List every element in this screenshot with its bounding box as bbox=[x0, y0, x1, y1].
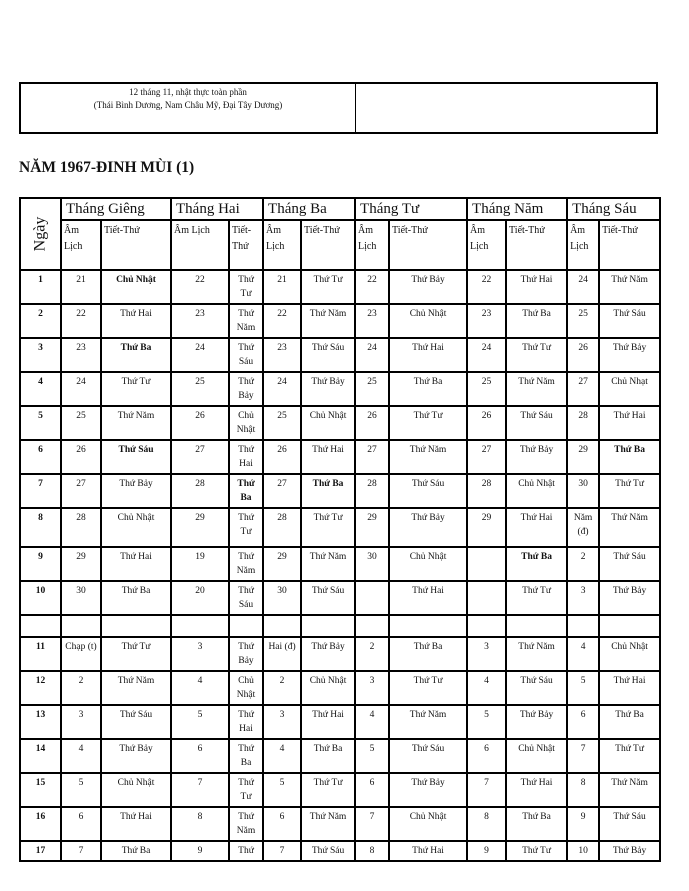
am-lich-cell: 8 bbox=[171, 807, 229, 841]
tiet-thu-cell: Thứ Sáu bbox=[301, 581, 355, 615]
month-header: Tháng Giêng bbox=[61, 198, 171, 220]
tiet-thu-cell: Thứ Bảy bbox=[301, 637, 355, 671]
tiet-thu-cell: Thứ Ba bbox=[101, 581, 171, 615]
am-lich-cell: 29 bbox=[263, 547, 301, 581]
am-lich-header: Âm Lịch bbox=[61, 220, 101, 270]
tiet-thu-cell: Thứ Ba bbox=[229, 474, 263, 508]
am-lich-cell: 8 bbox=[567, 773, 599, 807]
am-lich-cell: 30 bbox=[567, 474, 599, 508]
am-lich-cell: Hai (đ) bbox=[263, 637, 301, 671]
table-row bbox=[20, 841, 660, 861]
am-lich-cell: 23 bbox=[467, 304, 506, 338]
am-lich-cell: 7 bbox=[355, 807, 389, 841]
tiet-thu-cell: Chủ Nhật bbox=[389, 304, 467, 338]
am-lich-cell: 5 bbox=[171, 705, 229, 739]
tiet-thu-cell: Thứ bbox=[229, 841, 263, 861]
tiet-thu-cell: Thứ Hai bbox=[101, 547, 171, 581]
tiet-thu-cell: Thứ Bảy bbox=[599, 581, 660, 615]
tiet-thu-cell: Thứ Tư bbox=[506, 841, 567, 861]
am-lich-cell: 6 bbox=[467, 739, 506, 773]
am-lich-cell: 6 bbox=[355, 773, 389, 807]
day-cell: 1 bbox=[20, 270, 61, 304]
tiet-thu-cell: Thứ Bảy bbox=[101, 739, 171, 773]
tiet-thu-cell: Thứ Sáu bbox=[599, 547, 660, 581]
tiet-thu-cell: Thứ Tư bbox=[101, 637, 171, 671]
tiet-thu-cell: Thứ Tư bbox=[229, 270, 263, 304]
table-row bbox=[20, 739, 660, 773]
table-row bbox=[20, 773, 660, 807]
tiet-thu-cell: Chủ Nhật bbox=[389, 547, 467, 581]
tiet-thu-cell: Thứ Sáu bbox=[101, 440, 171, 474]
am-lich-cell: 3 bbox=[171, 637, 229, 671]
am-lich-cell: 7 bbox=[171, 773, 229, 807]
tiet-thu-cell: Chủ Nhật bbox=[599, 637, 660, 671]
sub-header-row bbox=[20, 220, 660, 270]
am-lich-cell: 25 bbox=[61, 406, 101, 440]
tiet-thu-cell: Thứ Hai bbox=[229, 440, 263, 474]
tiet-thu-cell bbox=[506, 615, 567, 637]
am-lich-cell: 2 bbox=[355, 637, 389, 671]
tiet-thu-header: Tiết-Thứ bbox=[301, 220, 355, 270]
month-header: Tháng Năm bbox=[467, 198, 567, 220]
tiet-thu-cell: Thứ Hai bbox=[301, 440, 355, 474]
tiet-thu-cell: Thứ Bảy bbox=[389, 773, 467, 807]
am-lich-cell: 22 bbox=[467, 270, 506, 304]
month-header: Tháng Tư bbox=[355, 198, 467, 220]
tiet-thu-cell: Thứ Bảy bbox=[229, 372, 263, 406]
day-cell: 11 bbox=[20, 637, 61, 671]
am-lich-cell bbox=[171, 615, 229, 637]
tiet-thu-cell: Thứ Tư bbox=[301, 773, 355, 807]
tiet-thu-cell: Thứ Năm bbox=[229, 547, 263, 581]
table-row bbox=[20, 705, 660, 739]
am-lich-cell: 19 bbox=[171, 547, 229, 581]
month-header-row bbox=[20, 198, 660, 220]
am-lich-cell bbox=[355, 615, 389, 637]
tiet-thu-cell: Thứ Ba bbox=[101, 841, 171, 861]
am-lich-cell: 4 bbox=[61, 739, 101, 773]
am-lich-header: Âm Lịch bbox=[467, 220, 506, 270]
am-lich-header: Âm Lịch bbox=[567, 220, 599, 270]
table-row bbox=[20, 581, 660, 615]
tiet-thu-cell: Thứ Hai bbox=[389, 841, 467, 861]
am-lich-cell: 28 bbox=[467, 474, 506, 508]
am-lich-cell: 9 bbox=[171, 841, 229, 861]
am-lich-cell: 30 bbox=[263, 581, 301, 615]
am-lich-cell: 6 bbox=[171, 739, 229, 773]
tiet-thu-cell: Thứ Ba bbox=[506, 807, 567, 841]
day-cell: 9 bbox=[20, 547, 61, 581]
tiet-thu-cell: Thứ Tư bbox=[301, 508, 355, 547]
am-lich-cell: 2 bbox=[61, 671, 101, 705]
am-lich-cell: 29 bbox=[467, 508, 506, 547]
tiet-thu-cell: Thứ Hai bbox=[229, 705, 263, 739]
am-lich-cell: Chạp (t) bbox=[61, 637, 101, 671]
tiet-thu-cell: Thứ Ba bbox=[506, 547, 567, 581]
am-lich-cell: 22 bbox=[171, 270, 229, 304]
am-lich-cell: 10 bbox=[567, 841, 599, 861]
am-lich-cell: 22 bbox=[355, 270, 389, 304]
am-lich-cell: 25 bbox=[467, 372, 506, 406]
am-lich-cell: 6 bbox=[61, 807, 101, 841]
tiet-thu-cell: Thứ Tư bbox=[506, 338, 567, 372]
am-lich-cell: 30 bbox=[355, 547, 389, 581]
table-row bbox=[20, 671, 660, 705]
tiet-thu-cell: Thứ Ba bbox=[506, 304, 567, 338]
am-lich-cell: 23 bbox=[61, 338, 101, 372]
am-lich-cell: 27 bbox=[263, 474, 301, 508]
tiet-thu-cell: Thứ Hai bbox=[506, 773, 567, 807]
tiet-thu-cell: Thứ Ba bbox=[599, 440, 660, 474]
am-lich-cell: 23 bbox=[355, 304, 389, 338]
am-lich-cell: 24 bbox=[567, 270, 599, 304]
table-row bbox=[20, 508, 660, 547]
am-lich-cell: 2 bbox=[263, 671, 301, 705]
tiet-thu-cell: Thứ Sáu bbox=[101, 705, 171, 739]
am-lich-cell: 9 bbox=[567, 807, 599, 841]
month-header: Tháng Ba bbox=[263, 198, 355, 220]
am-lich-cell: 25 bbox=[567, 304, 599, 338]
day-cell: 12 bbox=[20, 671, 61, 705]
am-lich-cell: 3 bbox=[467, 637, 506, 671]
am-lich-cell: 23 bbox=[171, 304, 229, 338]
am-lich-cell: 26 bbox=[263, 440, 301, 474]
am-lich-cell bbox=[61, 615, 101, 637]
am-lich-cell: 3 bbox=[567, 581, 599, 615]
am-lich-cell: 29 bbox=[61, 547, 101, 581]
tiet-thu-cell: Thứ Ba bbox=[229, 739, 263, 773]
tiet-thu-cell: Thứ Hai bbox=[389, 581, 467, 615]
note-line-1: 12 tháng 11, nhật thực toàn phần bbox=[129, 87, 247, 97]
table-row bbox=[20, 270, 660, 304]
am-lich-cell: 5 bbox=[355, 739, 389, 773]
am-lich-cell: 3 bbox=[355, 671, 389, 705]
tiet-thu-cell: Thứ Năm bbox=[101, 406, 171, 440]
am-lich-cell: 24 bbox=[171, 338, 229, 372]
am-lich-cell: 25 bbox=[355, 372, 389, 406]
am-lich-cell: 9 bbox=[467, 841, 506, 861]
am-lich-cell: 4 bbox=[171, 671, 229, 705]
day-cell: 2 bbox=[20, 304, 61, 338]
tiet-thu-cell: Thứ Bảy bbox=[599, 841, 660, 861]
note-box bbox=[19, 82, 658, 134]
am-lich-cell: 20 bbox=[171, 581, 229, 615]
am-lich-cell: 27 bbox=[355, 440, 389, 474]
tiet-thu-cell: Thứ Năm bbox=[506, 637, 567, 671]
tiet-thu-cell: Thứ Năm bbox=[229, 807, 263, 841]
tiet-thu-cell: Thứ Năm bbox=[229, 304, 263, 338]
day-cell: 13 bbox=[20, 705, 61, 739]
day-cell: 4 bbox=[20, 372, 61, 406]
tiet-thu-cell: Thứ Bảy bbox=[389, 270, 467, 304]
tiet-thu-cell: Thứ Sáu bbox=[389, 474, 467, 508]
tiet-thu-header: Tiết-Thứ bbox=[229, 220, 263, 270]
month-header: Tháng Sáu bbox=[567, 198, 660, 220]
table-row bbox=[20, 615, 660, 637]
tiet-thu-cell: Chủ Nhật bbox=[229, 671, 263, 705]
table-row bbox=[20, 474, 660, 508]
am-lich-cell: 27 bbox=[467, 440, 506, 474]
tiet-thu-cell: Thứ Ba bbox=[389, 637, 467, 671]
am-lich-cell: 29 bbox=[355, 508, 389, 547]
am-lich-cell: 26 bbox=[61, 440, 101, 474]
am-lich-cell: 26 bbox=[171, 406, 229, 440]
tiet-thu-cell: Thứ Bảy bbox=[101, 474, 171, 508]
tiet-thu-cell: Chủ Nhật bbox=[506, 474, 567, 508]
note-cell bbox=[21, 84, 356, 132]
table-row bbox=[20, 807, 660, 841]
am-lich-cell: 3 bbox=[263, 705, 301, 739]
tiet-thu-cell: Thứ Tư bbox=[599, 739, 660, 773]
tiet-thu-cell: Thứ Hai bbox=[506, 270, 567, 304]
tiet-thu-cell: Thứ Sáu bbox=[599, 304, 660, 338]
tiet-thu-cell: Thứ Tư bbox=[506, 581, 567, 615]
am-lich-cell: 26 bbox=[567, 338, 599, 372]
tiet-thu-cell: Thứ Hai bbox=[599, 406, 660, 440]
month-header: Tháng Hai bbox=[171, 198, 263, 220]
ngay-label: Ngày bbox=[31, 216, 49, 252]
tiet-thu-header: Tiết-Thứ bbox=[389, 220, 467, 270]
table-row bbox=[20, 338, 660, 372]
day-cell: 5 bbox=[20, 406, 61, 440]
tiet-thu-cell: Thứ Năm bbox=[301, 807, 355, 841]
tiet-thu-cell: Thứ Ba bbox=[101, 338, 171, 372]
am-lich-cell: 29 bbox=[567, 440, 599, 474]
tiet-thu-cell: Thứ Năm bbox=[599, 773, 660, 807]
am-lich-cell: 8 bbox=[355, 841, 389, 861]
tiet-thu-cell: Thứ Năm bbox=[101, 671, 171, 705]
day-cell bbox=[20, 615, 61, 637]
day-cell: 7 bbox=[20, 474, 61, 508]
table-row bbox=[20, 406, 660, 440]
tiet-thu-cell: Thứ Hai bbox=[506, 508, 567, 547]
am-lich-cell: 6 bbox=[263, 807, 301, 841]
tiet-thu-cell: Thứ Năm bbox=[506, 372, 567, 406]
tiet-thu-cell: Thứ Năm bbox=[301, 547, 355, 581]
am-lich-cell: 5 bbox=[467, 705, 506, 739]
am-lich-cell bbox=[467, 581, 506, 615]
tiet-thu-cell: Thứ Tư bbox=[389, 671, 467, 705]
am-lich-cell bbox=[467, 547, 506, 581]
am-lich-cell: 24 bbox=[263, 372, 301, 406]
tiet-thu-cell: Thứ Năm bbox=[389, 440, 467, 474]
am-lich-cell: 25 bbox=[171, 372, 229, 406]
am-lich-cell bbox=[355, 581, 389, 615]
am-lich-cell bbox=[263, 615, 301, 637]
tiet-thu-cell: Chủ Nhật bbox=[101, 508, 171, 547]
tiet-thu-cell: Chủ Nhật bbox=[101, 270, 171, 304]
tiet-thu-cell: Thứ Tư bbox=[229, 508, 263, 547]
tiet-thu-cell: Chủ Nhật bbox=[301, 406, 355, 440]
am-lich-cell: 5 bbox=[263, 773, 301, 807]
am-lich-cell: 21 bbox=[61, 270, 101, 304]
am-lich-cell: 28 bbox=[355, 474, 389, 508]
tiet-thu-cell: Thứ Hai bbox=[101, 807, 171, 841]
day-cell: 15 bbox=[20, 773, 61, 807]
table-row bbox=[20, 637, 660, 671]
tiet-thu-cell: Thứ Hai bbox=[301, 705, 355, 739]
tiet-thu-cell bbox=[101, 615, 171, 637]
page-title: NĂM 1967-ĐINH MÙI (1) bbox=[19, 159, 195, 176]
am-lich-cell: Năm (đ) bbox=[567, 508, 599, 547]
tiet-thu-cell: Thứ Năm bbox=[599, 270, 660, 304]
table-row bbox=[20, 372, 660, 406]
tiet-thu-cell: Thứ Sáu bbox=[301, 841, 355, 861]
day-cell: 6 bbox=[20, 440, 61, 474]
am-lich-cell: 28 bbox=[567, 406, 599, 440]
am-lich-cell: 7 bbox=[567, 739, 599, 773]
am-lich-cell: 30 bbox=[61, 581, 101, 615]
tiet-thu-cell: Thứ Tư bbox=[301, 270, 355, 304]
tiet-thu-cell: Thứ Tư bbox=[599, 474, 660, 508]
am-lich-header: Âm Lịch bbox=[263, 220, 301, 270]
tiet-thu-cell: Thứ Ba bbox=[599, 705, 660, 739]
am-lich-cell: 21 bbox=[263, 270, 301, 304]
am-lich-cell: 24 bbox=[61, 372, 101, 406]
am-lich-cell: 27 bbox=[567, 372, 599, 406]
tiet-thu-cell bbox=[301, 615, 355, 637]
day-cell: 3 bbox=[20, 338, 61, 372]
tiet-thu-header: Tiết-Thứ bbox=[101, 220, 171, 270]
am-lich-cell: 28 bbox=[171, 474, 229, 508]
table-row bbox=[20, 440, 660, 474]
tiet-thu-cell: Thứ Hai bbox=[389, 338, 467, 372]
tiet-thu-cell: Thứ Sáu bbox=[506, 406, 567, 440]
am-lich-cell: 2 bbox=[567, 547, 599, 581]
am-lich-cell: 5 bbox=[567, 671, 599, 705]
tiet-thu-cell: Chủ Nhật bbox=[506, 739, 567, 773]
am-lich-cell: 25 bbox=[263, 406, 301, 440]
tiet-thu-cell: Thứ Sáu bbox=[229, 581, 263, 615]
am-lich-header: Âm Lịch bbox=[171, 220, 229, 270]
tiet-thu-cell: Thứ Sáu bbox=[599, 807, 660, 841]
am-lich-cell: 4 bbox=[567, 637, 599, 671]
am-lich-header: Âm Lịch bbox=[355, 220, 389, 270]
am-lich-cell: 7 bbox=[263, 841, 301, 861]
calendar-table bbox=[19, 197, 661, 862]
am-lich-cell: 24 bbox=[467, 338, 506, 372]
tiet-thu-cell: Chủ Nhật bbox=[101, 773, 171, 807]
am-lich-cell: 23 bbox=[263, 338, 301, 372]
tiet-thu-cell: Thứ Năm bbox=[389, 705, 467, 739]
tiet-thu-cell: Thứ Sáu bbox=[229, 338, 263, 372]
day-cell: 14 bbox=[20, 739, 61, 773]
tiet-thu-cell bbox=[389, 615, 467, 637]
tiet-thu-cell: Chủ Nhật bbox=[229, 406, 263, 440]
tiet-thu-cell: Thứ Bảy bbox=[599, 338, 660, 372]
am-lich-cell bbox=[467, 615, 506, 637]
tiet-thu-cell: Thứ Bảy bbox=[506, 705, 567, 739]
am-lich-cell: 22 bbox=[61, 304, 101, 338]
am-lich-cell bbox=[567, 615, 599, 637]
am-lich-cell: 7 bbox=[467, 773, 506, 807]
am-lich-cell: 4 bbox=[263, 739, 301, 773]
tiet-thu-cell bbox=[229, 615, 263, 637]
am-lich-cell: 27 bbox=[171, 440, 229, 474]
am-lich-cell: 4 bbox=[467, 671, 506, 705]
tiet-thu-cell: Chủ Nhạt bbox=[599, 372, 660, 406]
tiet-thu-header: Tiết-Thứ bbox=[599, 220, 660, 270]
am-lich-cell: 26 bbox=[467, 406, 506, 440]
tiet-thu-cell: Thứ Bảy bbox=[301, 372, 355, 406]
am-lich-cell: 28 bbox=[61, 508, 101, 547]
tiet-thu-cell: Thứ Năm bbox=[301, 304, 355, 338]
tiet-thu-cell: Thứ Hai bbox=[599, 671, 660, 705]
tiet-thu-cell: Thứ Ba bbox=[301, 474, 355, 508]
day-cell: 17 bbox=[20, 841, 61, 861]
am-lich-cell: 3 bbox=[61, 705, 101, 739]
am-lich-cell: 27 bbox=[61, 474, 101, 508]
tiet-thu-cell: Thứ Tư bbox=[229, 773, 263, 807]
table-row bbox=[20, 304, 660, 338]
tiet-thu-cell: Thứ Bảy bbox=[229, 637, 263, 671]
am-lich-cell: 5 bbox=[61, 773, 101, 807]
am-lich-cell: 24 bbox=[355, 338, 389, 372]
am-lich-cell: 26 bbox=[355, 406, 389, 440]
am-lich-cell: 28 bbox=[263, 508, 301, 547]
tiet-thu-cell: Thứ Năm bbox=[599, 508, 660, 547]
am-lich-cell: 7 bbox=[61, 841, 101, 861]
day-cell: 8 bbox=[20, 508, 61, 547]
am-lich-cell: 22 bbox=[263, 304, 301, 338]
am-lich-cell: 6 bbox=[567, 705, 599, 739]
tiet-thu-cell: Thứ Bảy bbox=[389, 508, 467, 547]
day-cell: 10 bbox=[20, 581, 61, 615]
tiet-thu-cell: Thứ Tư bbox=[101, 372, 171, 406]
tiet-thu-cell: Thứ Tư bbox=[389, 406, 467, 440]
table-row bbox=[20, 547, 660, 581]
ngay-header bbox=[20, 198, 61, 270]
am-lich-cell: 8 bbox=[467, 807, 506, 841]
tiet-thu-cell: Thứ Ba bbox=[389, 372, 467, 406]
tiet-thu-cell: Thứ Hai bbox=[101, 304, 171, 338]
note-line-2: (Thái Bình Dương, Nam Châu Mỹ, Đại Tây Dương) bbox=[93, 100, 283, 110]
am-lich-cell: 4 bbox=[355, 705, 389, 739]
tiet-thu-cell: Thứ Sáu bbox=[301, 338, 355, 372]
tiet-thu-header: Tiết-Thứ bbox=[506, 220, 567, 270]
am-lich-cell: 29 bbox=[171, 508, 229, 547]
tiet-thu-cell: Chủ Nhật bbox=[389, 807, 467, 841]
tiet-thu-cell: Thứ Sáu bbox=[506, 671, 567, 705]
tiet-thu-cell: Thứ Sáu bbox=[389, 739, 467, 773]
tiet-thu-cell: Chủ Nhật bbox=[301, 671, 355, 705]
tiet-thu-cell: Thứ Ba bbox=[301, 739, 355, 773]
tiet-thu-cell bbox=[599, 615, 660, 637]
day-cell: 16 bbox=[20, 807, 61, 841]
tiet-thu-cell: Thứ Bảy bbox=[506, 440, 567, 474]
